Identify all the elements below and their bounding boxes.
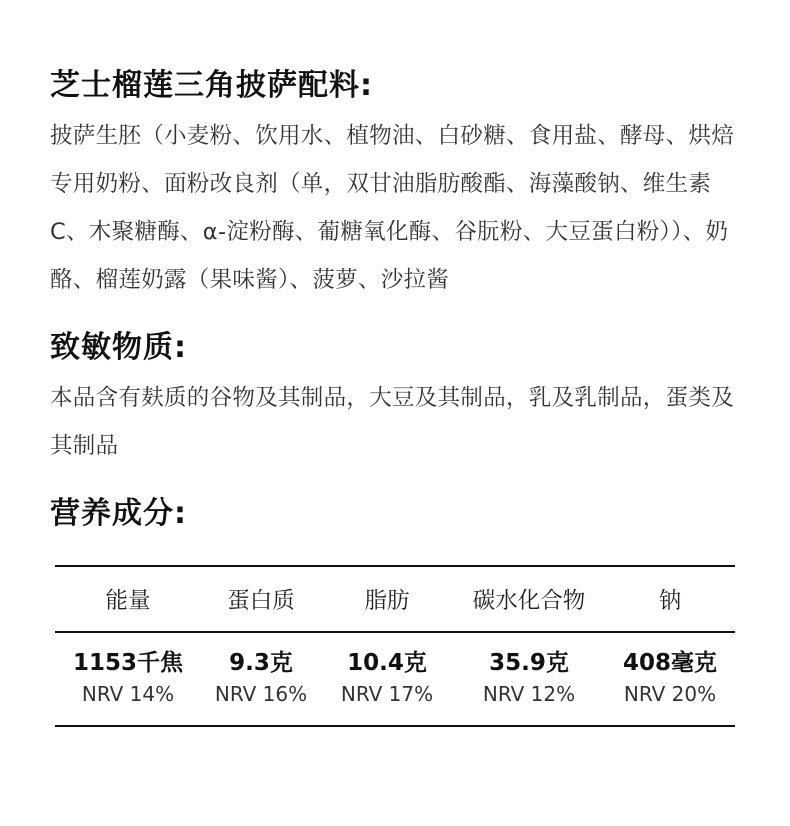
ingredients-title: 芝士榴莲三角披萨配料: — [50, 68, 373, 103]
cell-sodium — [605, 632, 735, 726]
header-fat: 脂肪 — [364, 588, 410, 614]
sodium-nrv: NRV 20% — [623, 682, 717, 706]
sodium-amount: 408毫克 — [622, 650, 717, 676]
header-protein: 蛋白质 — [227, 588, 295, 614]
fat-amount: 10.4克 — [347, 650, 427, 676]
protein-nrv: NRV 16% — [214, 682, 308, 706]
carbohydrate-nrv: NRV 12% — [482, 682, 576, 706]
protein-amount: 9.3克 — [229, 650, 293, 676]
header-carbohydrate: 碳水化合物 — [472, 588, 586, 614]
nutrition-title: 营养成分: — [50, 496, 187, 531]
carbohydrate-amount: 35.9克 — [489, 650, 569, 676]
ingredients-text: 披萨生胚（小麦粉、饮用水、植物油、白砂糖、食用盐、酵母、烘焙专用奶粉、面粉改良剂（单，双甘油脂肪酸酯、海藻酸钠、维生素C、木聚糖酶、α-淀粉酶、葡糖氧化酶、谷朊粉、大豆蛋白粉））、奶酪、榴莲奶露（果味酱）、菠萝、沙拉酱 — [50, 123, 735, 293]
header-energy: 能量 — [105, 588, 151, 614]
nutrition-value-row — [55, 632, 735, 726]
nutrition-table — [55, 565, 735, 727]
cell-fat — [321, 632, 453, 726]
fat-nrv: NRV 17% — [340, 682, 434, 706]
cell-protein — [201, 632, 321, 726]
allergens-title: 致敏物质: — [50, 330, 187, 365]
allergens-text: 本品含有麸质的谷物及其制品，大豆及其制品，乳及乳制品，蛋类及其制品 — [50, 385, 735, 459]
cell-energy — [55, 632, 201, 726]
nutrition-header-row — [55, 566, 735, 632]
header-sodium: 钠 — [658, 588, 682, 614]
cell-carbohydrate — [453, 632, 605, 726]
energy-nrv: NRV 14% — [81, 682, 175, 706]
energy-amount: 1153千焦 — [72, 650, 183, 676]
